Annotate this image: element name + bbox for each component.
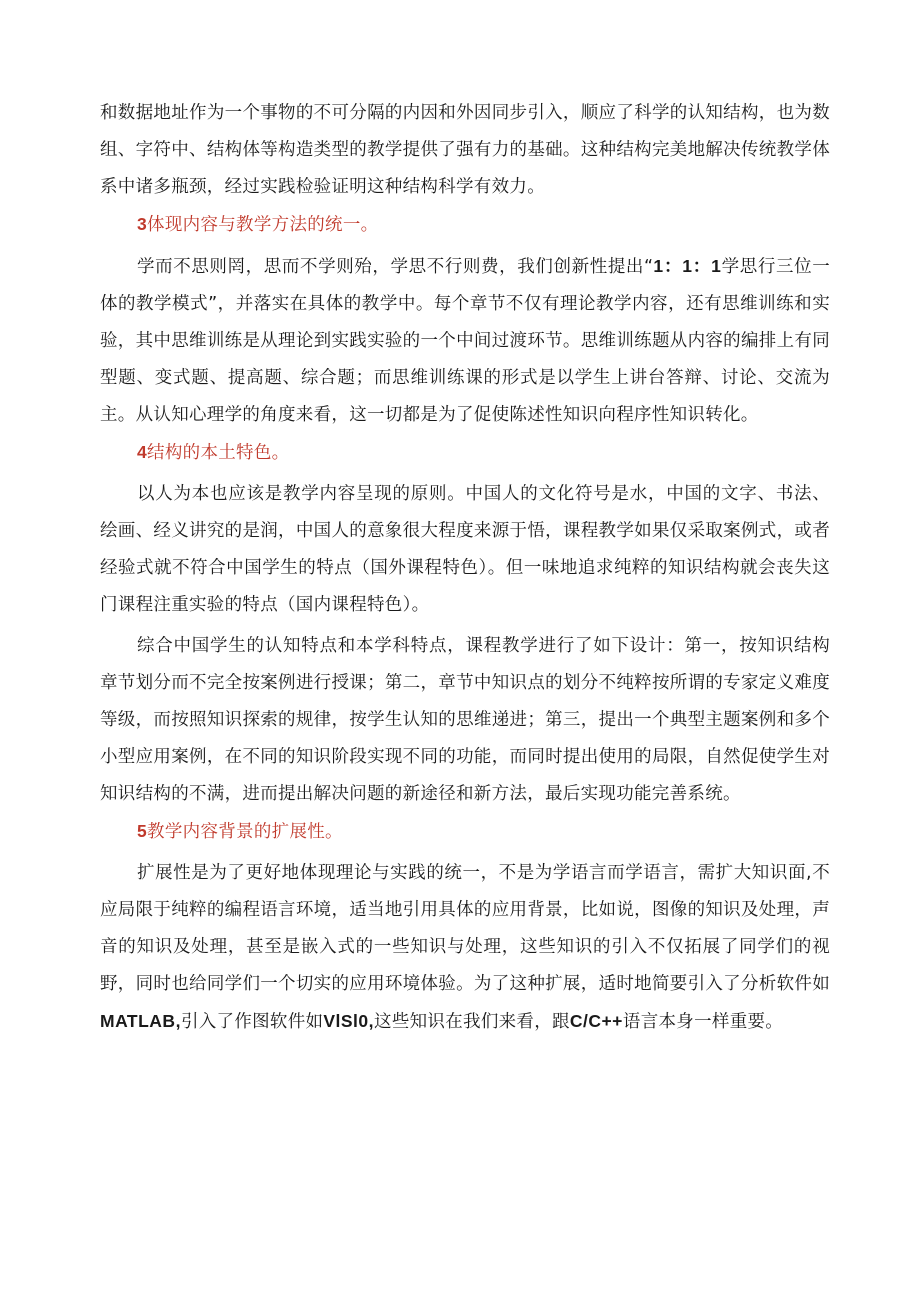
document-body bbox=[100, 95, 830, 1041]
section-number: 5 bbox=[137, 821, 148, 841]
paragraph-text: 学思行三位一体的教学模式”，并落实在具体的教学中。每个章节不仅有理论教学内容，还有思维训练和实验，其中思维训练是从理论到实践实验的一个中间过渡环节。思维训练题从内容的编排上有同型题、变式题、提高题、综合题；而思维训练课的形式是以学生上讲台答辩、讨论、交流为主。从认知心理学的角度来看，这一切都是为了促使陈述性知识向程序性知识转化。 bbox=[100, 257, 830, 425]
section-title: 教学内容背景的扩展性。 bbox=[147, 822, 343, 842]
ratio-text: 1：1：1 bbox=[653, 256, 722, 276]
paragraph-text: 扩展性是为了更好地体现理论与实践的统一，不是为学语言而学语言，需扩大知识面,不应局限于纯粹的编程语言环境，适当地引用具体的应用背景，比如说，图像的知识及处理，声音的知识及处理，甚至是嵌入式的一些知识与处理，这些知识的引入不仅拓展了同学们的视野，同时也给同学们一个切实的应用环境体验。为了这种扩展，适时地简要引入了分析软件如 bbox=[100, 863, 830, 994]
section-title: 结构的本土特色。 bbox=[147, 443, 290, 463]
language-term: C/C++ bbox=[569, 1011, 623, 1031]
section-number: 3 bbox=[137, 214, 148, 234]
section-4-paragraph-1: 以人为本也应该是教学内容呈现的原则。中国人的文化符号是水，中国的文字、书法、绘画、经义讲究的是润，中国人的意象很大程度来源于悟，课程教学如果仅采取案例式，或者经验式就不符合中国学生的特点（国外课程特色）。但一味地追求纯粹的知识结构就会丧失这门课程注重实验的特点（国内课程特色）。 bbox=[100, 484, 830, 615]
section-heading-5 bbox=[100, 813, 830, 851]
section-3-paragraph bbox=[100, 248, 830, 434]
section-title: 体现内容与教学方法的统一。 bbox=[147, 215, 379, 235]
section-5-paragraph bbox=[100, 855, 830, 1041]
intro-paragraph: 和数据地址作为一个事物的不可分隔的内因和外因同步引入，顺应了科学的认知结构，也为数组、字符中、结构体等构造类型的教学提供了强有力的基础。这种结构完美地解决传统教学体系中诸多瓶颈，经过实践检验证明这种结构科学有效力。 bbox=[100, 103, 830, 197]
paragraph-text: 学而不思则罔，思而不学则殆，学思不行则费，我们创新性提出“ bbox=[137, 257, 654, 277]
paragraph-text: 这些知识在我们来看，跟 bbox=[374, 1012, 570, 1032]
paragraph-text: 语言本身一样重要。 bbox=[622, 1012, 784, 1032]
section-heading-3 bbox=[100, 206, 830, 244]
software-term: VlSl0, bbox=[323, 1011, 375, 1031]
software-term: MATLAB, bbox=[100, 1011, 181, 1031]
section-number: 4 bbox=[137, 442, 148, 462]
section-4-paragraph-2: 综合中国学生的认知特点和本学科特点，课程教学进行了如下设计：第一，按知识结构章节划分而不完全按案例进行授课；第二，章节中知识点的划分不纯粹按所谓的专家定义难度等级，而按照知识探索的规律，按学生认知的思维递进；第三，提出一个典型主题案例和多个小型应用案例，在不同的知识阶段实现不同的功能，而同时提出使用的局限，自然促使学生对知识结构的不满，进而提出解决问题的新途径和新方法，最后实现功能完善系统。 bbox=[100, 636, 830, 804]
paragraph-text: 引入了作图软件如 bbox=[180, 1012, 324, 1032]
section-heading-4 bbox=[100, 434, 830, 472]
